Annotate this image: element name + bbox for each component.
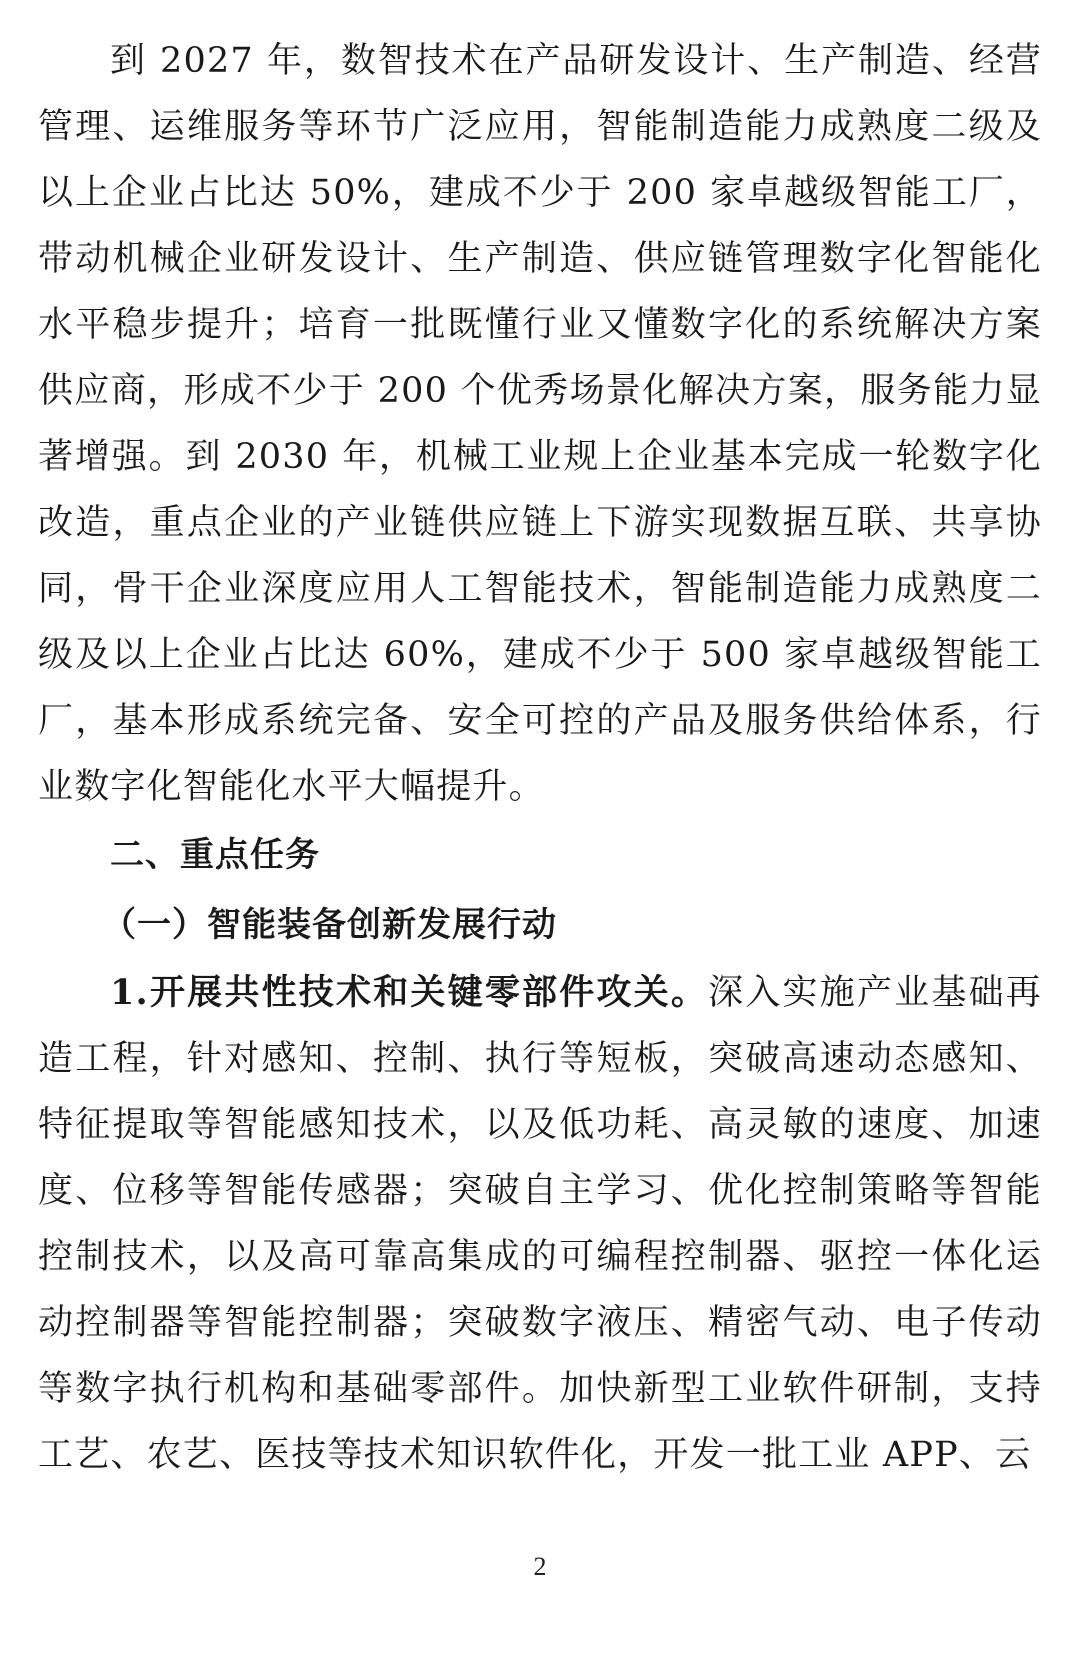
item-1-title: 1.开展共性技术和关键零部件攻关。: [110, 972, 709, 1013]
subsection-heading-smart-equipment: （一）智能装备创新发展行动: [102, 905, 557, 945]
section-heading-key-tasks: 二、重点任务: [110, 835, 320, 875]
paragraph-item-1: [38, 960, 1042, 1488]
item-1-body: 深入实施产业基础再造工程，针对感知、控制、执行等短板，突破高速动态感知、特征提取等智能感知技术，以及低功耗、高灵敏的速度、加速度、位移等智能传感器；突破自主学习、优化控制策略等智能控制技术，以及高可靠高集成的可编程控制器、驱控一体化运动控制器等智能控制器；突破数字液压、精密气动、电子传动等数字执行机构和基础零部件。加快新型工业软件研制，支持工艺、农艺、医技等技术知识软件化，开发一批工业 APP、云: [38, 973, 1042, 1475]
document-page: [38, 28, 1042, 1488]
paragraph-goals-2027-2030: 到 2027 年，数智技术在产品研发设计、生产制造、经营管理、运维服务等环节广泛应用，智能制造能力成熟度二级及以上企业占比达 50%，建成不少于 200 家卓越级智能工厂，带动机械企业研发设计、生产制造、供应链管理数字化智能化水平稳步提升；培育一批既懂行业又懂数字化的系统解决方案供应商，形成不少于 200 个优秀场景化解决方案，服务能力显著增强。到 2030 年，机械工业规上企业基本完成一轮数字化改造，重点企业的产业链供应链上下游实现数据互联、共享协同，骨干企业深度应用人工智能技术，智能制造能力成熟度二级及以上企业占比达 60%，建成不少于 500 家卓越级智能工厂，基本形成系统完备、安全可控的产品及服务供给体系，行业数字化智能化水平大幅提升。: [38, 41, 1042, 807]
page-number: 2: [533, 1552, 547, 1581]
